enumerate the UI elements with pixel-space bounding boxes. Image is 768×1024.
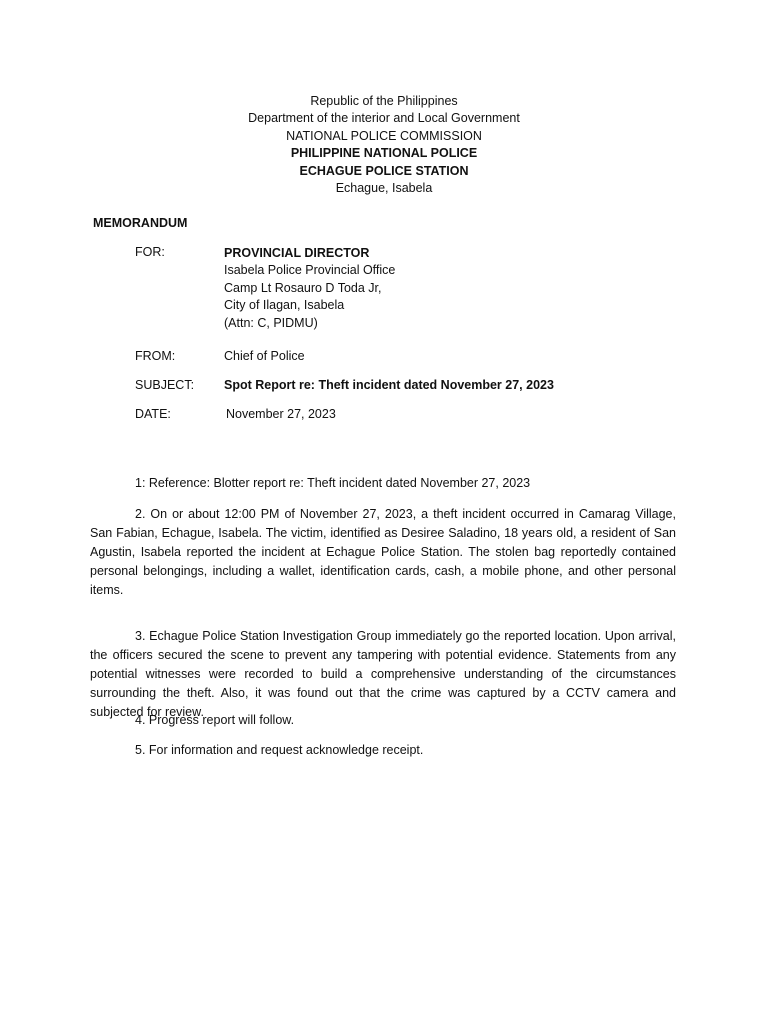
letterhead-station: ECHAGUE POLICE STATION: [299, 163, 469, 178]
letterhead: [0, 93, 768, 197]
from-value: Chief of Police: [224, 349, 305, 363]
letterhead-pnp: PHILIPPINE NATIONAL POLICE: [290, 146, 478, 161]
letterhead-department: Department of the interior and Local Government: [248, 111, 520, 126]
recipient-city: City of Ilagan, Isabela: [224, 298, 345, 313]
recipient-camp: Camp Lt Rosauro D Toda Jr,: [224, 280, 382, 295]
date-value: November 27, 2023: [226, 407, 336, 421]
for-recipient: [224, 245, 395, 332]
letterhead-location: Echague, Isabela: [335, 181, 433, 196]
paragraph-investigation: 3. Echague Police Station Investigation Group immediately go the reported location. Upon arrival, the officers secured the scene to prevent any tampering with potential evidence. Statements from any potential witnesses were recorded to build a comprehensive understanding of the circumstances surrounding the theft. Also, it was found out that the crime was captured by a CCTV camera and subjected for review.: [90, 629, 676, 719]
letterhead-commission: NATIONAL POLICE COMMISSION: [286, 128, 482, 143]
for-label: FOR:: [135, 245, 165, 259]
paragraph-acknowledge: 5. For information and request acknowledge receipt.: [135, 743, 424, 757]
recipient-title: PROVINCIAL DIRECTOR: [224, 246, 370, 260]
date-label: DATE:: [135, 407, 171, 421]
recipient-office: Isabela Police Provincial Office: [224, 263, 396, 278]
memo-title: MEMORANDUM: [93, 216, 188, 230]
subject-label: SUBJECT:: [135, 378, 195, 392]
paragraph-incident: 2. On or about 12:00 PM of November 27, 2023, a theft incident occurred in Camarag Village, San Fabian, Echague, Isabela. The victim, identified as Desiree Saladino, 18 years old, a resident of San Agustin, Isabela reported the incident at Echague Police Station. The stolen bag reportedly contained personal belongings, including a wallet, identification cards, cash, a mobile phone, and other personal items.: [90, 507, 676, 597]
paragraph-reference: 1: Reference: Blotter report re: Theft incident dated November 27, 2023: [135, 476, 531, 490]
subject-value: Spot Report re: Theft incident dated November 27, 2023: [224, 378, 554, 392]
paragraph-progress: 4. Progress report will follow.: [135, 713, 295, 727]
letterhead-republic: Republic of the Philippines: [310, 94, 458, 108]
from-label: FROM:: [135, 349, 176, 363]
recipient-attention: (Attn: C, PIDMU): [224, 315, 318, 330]
